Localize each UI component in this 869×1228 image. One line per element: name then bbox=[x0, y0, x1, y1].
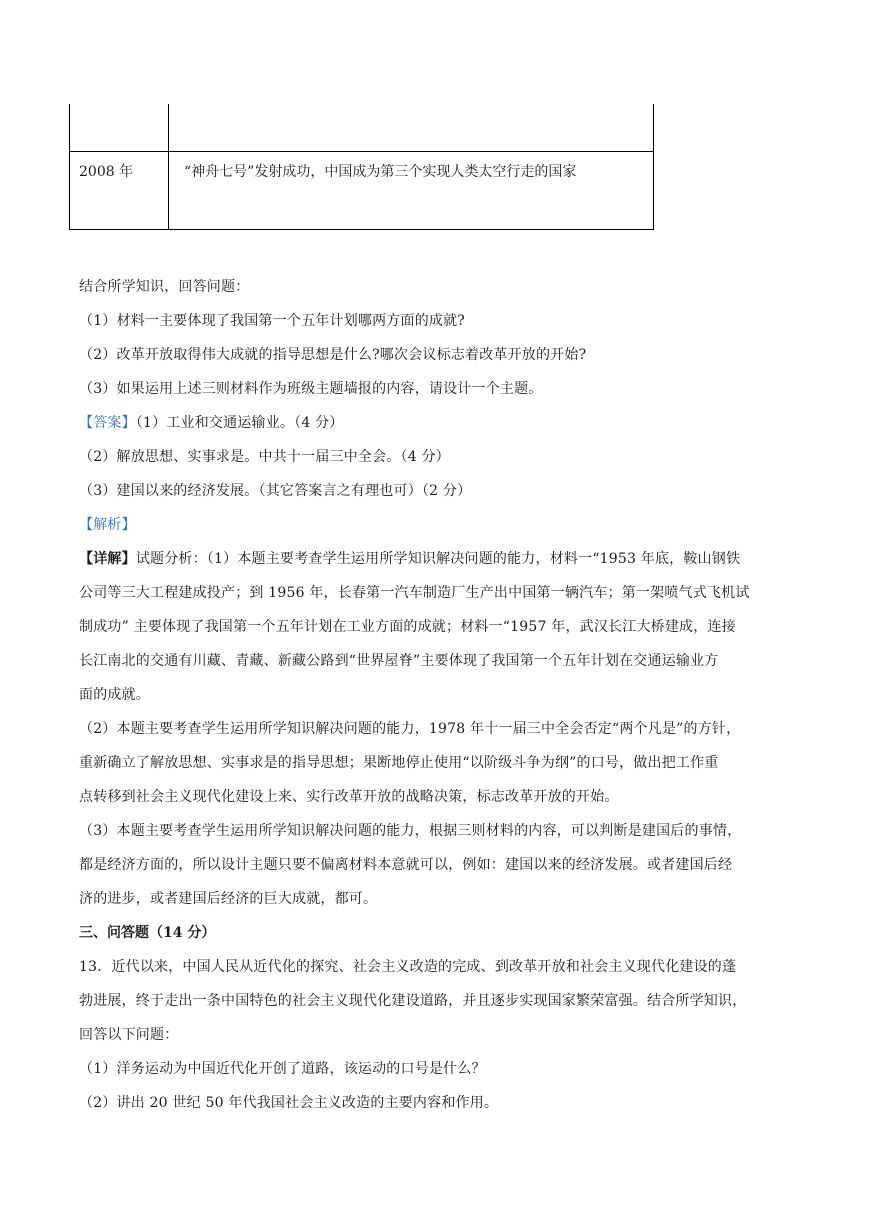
events-table bbox=[69, 104, 654, 230]
table-row-divider bbox=[69, 151, 654, 152]
answer-line-1 bbox=[79, 406, 791, 440]
answer-tag: 【答案】 bbox=[79, 415, 136, 431]
table-column-divider bbox=[168, 104, 169, 230]
answer-text-1: （1）工业和交通运输业。（4 分） bbox=[135, 415, 344, 431]
analysis-p3-line-3: 济的进步，或者建国后经济的巨大成就，都可。 bbox=[79, 891, 378, 907]
question-3: （3）如果运用上述三则材料作为班级主题墙报的内容，请设计一个主题。 bbox=[79, 381, 543, 397]
question-13-line-1: 13．近代以来，中国人民从近代化的探究、社会主义改造的完成、到改革开放和社会主义现代化建设的蓬 bbox=[79, 959, 737, 975]
answer-line-2: （2）解放思想、实事求是。中共十一届三中全会。（4 分） bbox=[79, 449, 450, 465]
sub-question-1: （1）洋务运动为中国近代化开创了道路，该运动的口号是什么？ bbox=[79, 1061, 486, 1077]
table-border-bottom bbox=[69, 229, 654, 230]
question-13-line-3: 回答以下问题： bbox=[79, 1027, 179, 1043]
question-2: （2）改革开放取得伟大成就的指导思想是什么?哪次会议标志着改革开放的开始? bbox=[79, 347, 587, 363]
detail-tag: 【详解】 bbox=[79, 551, 136, 567]
analysis-p1-line-3: 制成功” 主要体现了我国第一个五年计划在工业方面的成就；材料一“1957 年，武汉长江大桥建成，连接 bbox=[79, 619, 736, 635]
analysis-p1-line-5: 面的成就。 bbox=[79, 687, 150, 703]
analysis-tag: 【解析】 bbox=[79, 517, 136, 533]
question-content bbox=[79, 270, 791, 1120]
section-heading: 三、问答题（14 分） bbox=[79, 925, 216, 941]
analysis-p1-line-1 bbox=[79, 542, 791, 576]
analysis-p2-line-3: 点转移到社会主义现代化建设上来、实行改革开放的战略决策，标志改革开放的开始。 bbox=[79, 789, 619, 805]
analysis-p1-text-1: 试题分析：（1）本题主要考查学生运用所学知识解决问题的能力，材料一“1953 年底，鞍山钢铁 bbox=[135, 551, 741, 567]
intro-text: 结合所学知识，回答问题： bbox=[79, 279, 250, 295]
table-cell-event: “神舟七号”发射成功，中国成为第三个实现人类太空行走的国家 bbox=[184, 164, 577, 180]
analysis-p2-line-2: 重新确立了解放思想、实事求是的指导思想；果断地停止使用“以阶级斗争为纲”的口号，做出把工作重 bbox=[79, 755, 719, 771]
table-cell-year: 2008 年 bbox=[79, 164, 134, 180]
analysis-p1-line-2: 公司等三大工程建成投产；到 1956 年，长春第一汽车制造厂生产出中国第一辆汽车；第一架喷气式飞机试 bbox=[79, 585, 750, 601]
sub-question-2: （2）讲出 20 世纪 50 年代我国社会主义改造的主要内容和作用。 bbox=[79, 1095, 499, 1111]
table-border-right bbox=[653, 104, 654, 230]
answer-line-3: （3）建国以来的经济发展。（其它答案言之有理也可）（2 分） bbox=[79, 483, 472, 499]
analysis-p3-line-1: （3）本题主要考查学生运用所学知识解决问题的能力，根据三则材料的内容，可以判断是建国后的事情， bbox=[79, 823, 742, 839]
analysis-p1-line-4: 长江南北的交通有川藏、青藏、新藏公路到“世界屋脊”主要体现了我国第一个五年计划在交通运输业方 bbox=[79, 653, 719, 669]
question-13-line-2: 勃进展，终于走出一条中国特色的社会主义现代化建设道路，并且逐步实现国家繁荣富强。结合所学知识， bbox=[79, 993, 747, 1009]
analysis-p2-line-1: （2）本题主要考查学生运用所学知识解决问题的能力，1978 年十一届三中全会否定“两个凡是”的方针， bbox=[79, 721, 741, 737]
analysis-p3-line-2: 都是经济方面的，所以设计主题只要不偏离材料本意就可以，例如：建国以来的经济发展。或者建国后经 bbox=[79, 857, 733, 873]
table-border-left bbox=[69, 104, 70, 230]
question-1: （1）材料一主要体现了我国第一个五年计划哪两方面的成就? bbox=[79, 313, 466, 329]
